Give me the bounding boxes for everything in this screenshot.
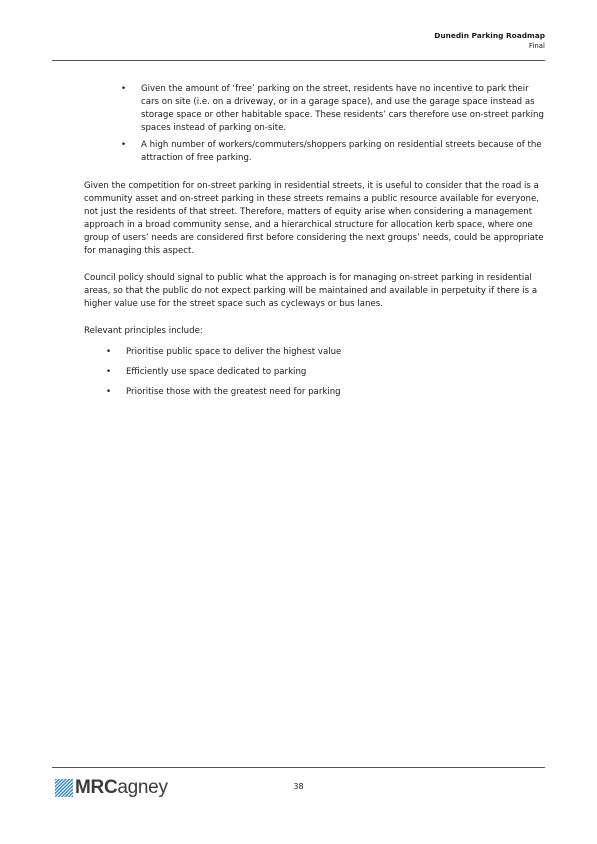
list-item bbox=[84, 139, 547, 165]
principle-text: Efficiently use space dedicated to parking bbox=[126, 366, 307, 377]
bullet-text: A high number of workers/commuters/shoppers parking on residential streets because of the attraction of free parking. bbox=[141, 140, 542, 164]
document-title: Dunedin Parking Roadmap bbox=[434, 31, 545, 40]
list-item bbox=[84, 386, 547, 399]
logo-wordmark-bold: MRC bbox=[75, 777, 118, 798]
page-header bbox=[434, 30, 545, 52]
page-number: 38 bbox=[293, 782, 304, 791]
principle-text: Prioritise those with the greatest need for parking bbox=[126, 386, 341, 397]
paragraph-principles-intro: Relevant principles include: bbox=[84, 326, 203, 337]
footer-divider bbox=[52, 767, 545, 768]
list-item bbox=[84, 83, 547, 135]
header-divider bbox=[52, 60, 545, 61]
paragraph-equity: Given the competition for on-street parking in residential streets, it is useful to consider that the road is a community asset and on-street parking in these streets remains a public resource available for everyone, not just the residents of that street. Therefore, matters of equity arise when considering a management approach in a broad community sense, and a hierarchical structure for allocation kerb space, where one group of users’ needs are considered first before considering the next groups’ needs, could be appropriate for managing this aspect. bbox=[84, 180, 544, 257]
bullet-text: Given the amount of ‘free’ parking on the street, residents have no incentive to park their cars on site (i.e. on a driveway, or in a garage space), and use the garage space instead as storage space or other habitable space. These residents’ cars therefore use on-street parking spaces instead of parking on-site. bbox=[141, 84, 544, 134]
issue-bullet-list bbox=[84, 83, 547, 166]
paragraph-council-policy: Council policy should signal to public what the approach is for managing on-street parking in residential areas, so that the public do not expect parking will be maintained and available in perpetuity if there is a higher value use for the street space such as cycleways or bus lanes. bbox=[84, 273, 538, 310]
principle-text: Prioritise public space to deliver the highest value bbox=[126, 346, 342, 357]
bullet-icon: • bbox=[106, 386, 112, 397]
document-status: Final bbox=[528, 42, 545, 50]
bullet-icon: • bbox=[121, 84, 127, 94]
page-body bbox=[84, 83, 547, 399]
list-item bbox=[84, 366, 547, 379]
logo-wordmark-rest: agney bbox=[117, 777, 168, 798]
list-item bbox=[84, 346, 547, 359]
bullet-icon: • bbox=[121, 140, 127, 151]
principles-list bbox=[84, 346, 547, 399]
bullet-icon: • bbox=[106, 346, 112, 357]
bullet-icon: • bbox=[106, 366, 112, 377]
